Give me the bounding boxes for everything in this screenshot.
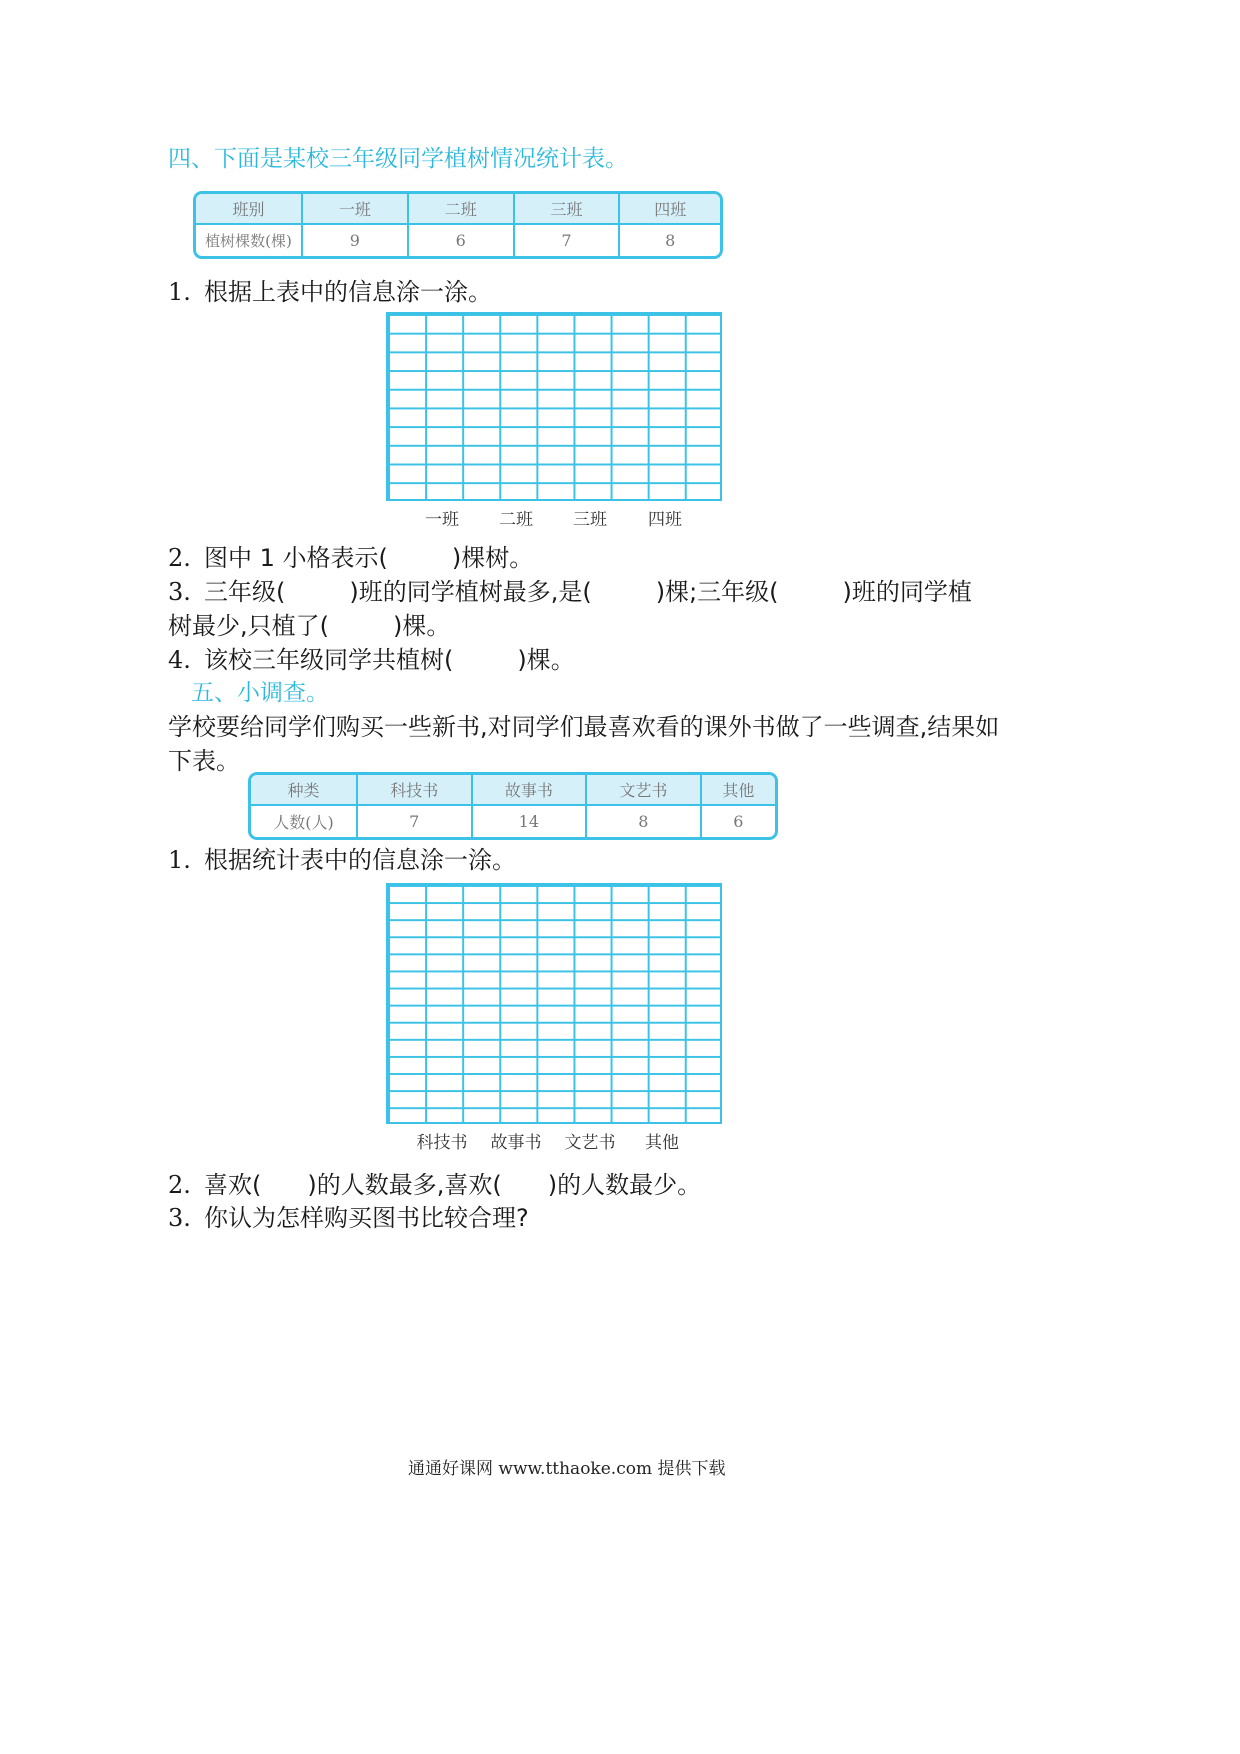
table-row-label: 植树棵数(棵) (196, 225, 303, 256)
section-4-question-3 (168, 572, 972, 607)
question-text: 树最少,只植了( (168, 612, 329, 640)
bar-drawing-grid-1[interactable] (386, 312, 722, 501)
table-cell: 7 (358, 806, 473, 837)
section-4-question-3-cont (168, 606, 450, 641)
question-text: )棵。 (517, 646, 575, 674)
question-text: )的人数最少。 (547, 1171, 702, 1199)
table-cell: 6 (733, 812, 744, 831)
question-text: 根据统计表中的信息涂一涂。 (204, 846, 516, 874)
question-number: 4. (168, 646, 191, 674)
question-text: 根据上表中的信息涂一涂。 (204, 278, 492, 306)
question-text: 你认为怎样购买图书比较合理? (204, 1204, 529, 1232)
question-text: )班的同学植树最多,是( (349, 578, 592, 606)
book-survey-table (248, 772, 778, 840)
grid-1-label: 一班 (425, 510, 459, 530)
table-header-cell: 四班 (620, 194, 720, 225)
section-5-question-3 (168, 1198, 529, 1233)
question-text: 喜欢( (204, 1171, 262, 1199)
table-cell: 8 (587, 806, 702, 837)
table-cell: 6 (409, 225, 515, 256)
grid-2-label: 故事书 (490, 1133, 542, 1153)
section-4-question-4 (168, 640, 575, 675)
table-header-cell: 科技书 (358, 775, 473, 806)
table-header-cell: 故事书 (473, 775, 588, 806)
table-cell: 14 (473, 806, 588, 837)
table-cell: 7 (515, 225, 621, 256)
grid-1-label: 四班 (648, 510, 682, 530)
table-row-label: 人数(人) (251, 806, 358, 837)
grid-1-label: 三班 (573, 510, 607, 530)
bar-drawing-grid-2[interactable] (386, 883, 722, 1124)
question-text: )班的同学植 (842, 578, 972, 606)
section-4-heading: 四、下面是某校三年级同学植树情况统计表。 (168, 146, 628, 172)
question-text: )棵树。 (451, 544, 534, 572)
section-5-question-1 (168, 840, 516, 875)
grid-2-label: 文艺书 (564, 1133, 616, 1153)
table-header-cell: 二班 (409, 194, 515, 225)
section-5-heading: 五、小调查。 (191, 680, 329, 706)
table-header-cell: 其他 (702, 775, 775, 806)
question-text: )棵;三年级( (655, 578, 779, 606)
question-text: 该校三年级同学共植树( (204, 646, 454, 674)
section-5-intro-cont: 下表。 (168, 747, 240, 775)
table-header-cell: 种类 (251, 775, 358, 806)
grid-2-label: 科技书 (416, 1133, 468, 1153)
question-text: )的人数最多,喜欢( (307, 1171, 502, 1199)
planting-stats-table (193, 191, 723, 259)
table-header-cell: 班别 (196, 194, 303, 225)
table-cell: 9 (303, 225, 409, 256)
table-header-cell: 文艺书 (587, 775, 702, 806)
question-number: 3. (168, 578, 191, 606)
section-5-intro: 学校要给同学们购买一些新书,对同学们最喜欢看的课外书做了一些调查,结果如 (168, 713, 1000, 741)
section-4-question-2 (168, 538, 533, 573)
question-number: 3. (168, 1204, 191, 1232)
question-text: 三年级( (204, 578, 286, 606)
section-4-question-1 (168, 272, 492, 307)
table-cell: 8 (665, 231, 676, 250)
question-number: 1. (168, 278, 191, 306)
footer-credit: 通通好课网 www.tthaoke.com 提供下载 (408, 1459, 726, 1479)
grid-1-label: 二班 (499, 510, 533, 530)
question-number: 2. (168, 1171, 191, 1199)
question-number: 1. (168, 846, 191, 874)
question-text: 图中 1 小格表示( (204, 544, 388, 572)
question-number: 2. (168, 544, 191, 572)
question-text: )棵。 (393, 612, 451, 640)
table-header-cell: 三班 (515, 194, 621, 225)
table-header-cell: 一班 (303, 194, 409, 225)
grid-2-label: 其他 (645, 1133, 679, 1153)
section-5-question-2 (168, 1165, 701, 1200)
